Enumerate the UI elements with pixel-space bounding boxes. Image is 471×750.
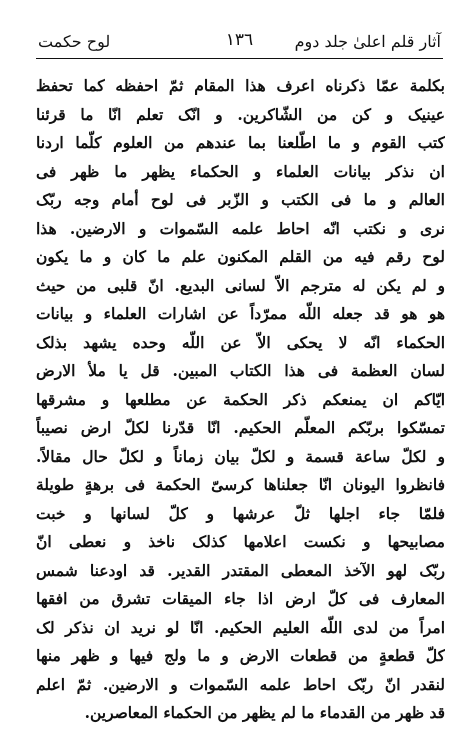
text-line: قد ظهر من القدماء ما لم یظهر من الحکماء المعاصرین. bbox=[84, 703, 445, 722]
text-line: لنقدر انّ ربّک احاط علمه السّموات و الارضین. ثمّ اعلم bbox=[36, 674, 445, 694]
text-line: فانظروا الیونان انّا جعلناها کرسیّ الحکمة فی برهةٍ طویلة bbox=[36, 475, 445, 494]
text-line: و لم یکن له مترجم الاّ لسانی البدیع. انّ قلبی من حیث bbox=[36, 275, 445, 295]
text-line: عینیک و کن من الشّاکرین. و انّک تعلم انّا ما قرئنا bbox=[36, 104, 445, 124]
text-line: لسان العظمة فی هذا الکتاب المبین. قل یا ملأ الارض bbox=[36, 361, 445, 380]
text-line: امراً من لدی اللّه العلیم الحکیم. انّا لو نرید ان نذکر لک bbox=[36, 617, 445, 637]
page-header bbox=[38, 28, 441, 58]
text-line: المعارف فی کلّ ارض اذا جاء المیقات تشرق من افقها bbox=[36, 589, 445, 608]
text-line: ایّاکم ان یمنعکم ذکر الحکمة عن مطلعها و مشرقها bbox=[36, 389, 445, 409]
text-line: هو هو قد جعله اللّه ممرّداً عن اشارات العلماء و بیانات bbox=[36, 304, 445, 323]
text-line: و لکلّ ساعة قسمة و لکلّ بیان زماناً و لکلّ حال مقالاً. bbox=[36, 446, 445, 466]
text-line: لوح رقم فیه من القلم المکنون علم ما کان و ما یکون bbox=[36, 247, 445, 266]
text-line: الحکماء انّه لا یحکی الاّ عن اللّه وحده یشهد بذلک bbox=[36, 332, 445, 352]
body-text bbox=[36, 72, 445, 728]
text-line: تمسّکوا بربّکم المعلّم الحکیم. انّا قدّرنا لکلّ ارض نصیباً bbox=[36, 418, 445, 437]
text-line: فلمّا جاء اجلها ثلّ عرشها و کلّ لسانها و خبت bbox=[36, 503, 445, 523]
section-title: لوح حکمت bbox=[38, 32, 111, 51]
text-line: بکلمة عمّا ذکرناه اعرف هذا المقام ثمّ احفظه کما تحفظ bbox=[36, 76, 445, 95]
book-title: آثار قلم اعلیٰ جلد دوم bbox=[294, 32, 441, 51]
text-line: نری و نکتب انّه احاط علمه السّموات و الارضین. هذا bbox=[36, 218, 445, 238]
page-number: ١٣٦ bbox=[225, 30, 254, 50]
text-line: کلّ قطعةٍ من قطعات الارض و ما ولج فیها و ظهر منها bbox=[36, 646, 445, 665]
text-line: ربّک لهو الآخذ المعطی المقتدر القدیر. قد اودعنا شمس bbox=[36, 560, 445, 580]
text-line: کتب القوم و ما اطّلعنا بما عندهم من العلوم کلّما اردنا bbox=[36, 133, 445, 152]
text-line: ان نذکر بیانات العلماء و الحکماء یظهر ما ظهر فی bbox=[36, 161, 445, 181]
header-divider bbox=[36, 58, 443, 59]
text-line: العالم و ما فی الکتب و الزّبر فی لوح أمام وجه ربّک bbox=[36, 190, 445, 209]
text-line: مصابیحها و نکست اعلامها کذلک ناخذ و نعطی انّ bbox=[36, 532, 445, 551]
